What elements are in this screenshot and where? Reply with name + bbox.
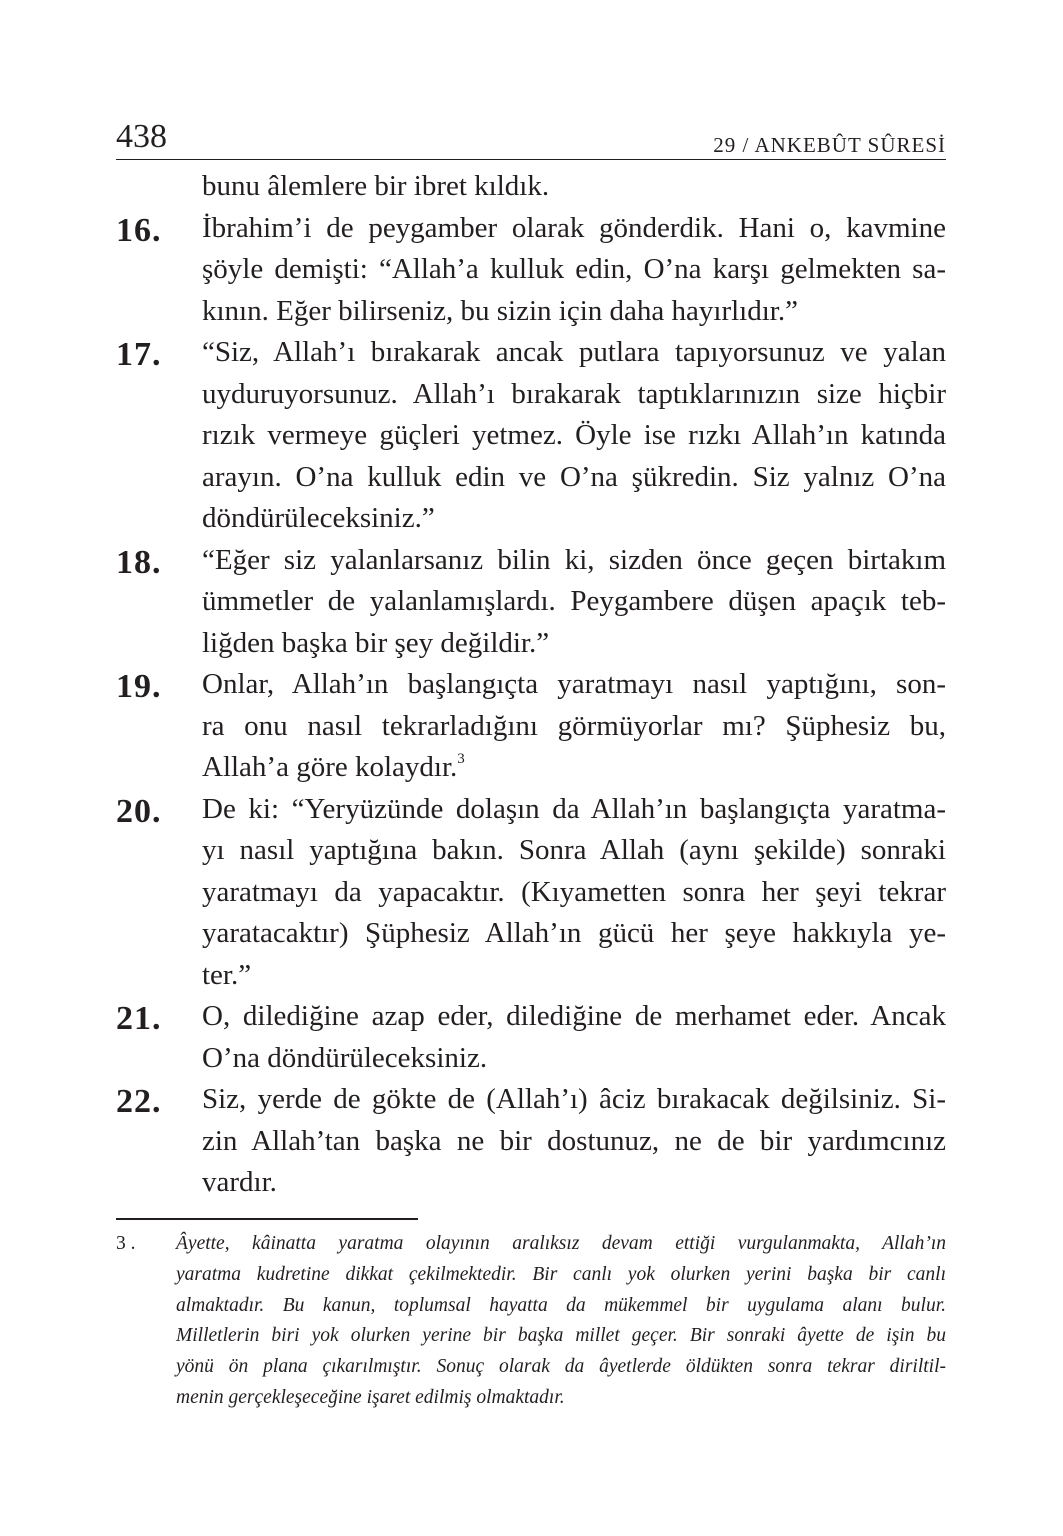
footnote-text: almaktadır. Bu kanun, toplumsal hayatta da mükemmel bir uygulama alanı bulur. bbox=[176, 1294, 946, 1316]
verse-text-content: De ki: “Yeryüzünde dolaşın da Allah’ın başlangıçta yaratma- bbox=[202, 792, 946, 825]
verse-text-content: O, dilediğine azap eder, dilediğine de merhamet eder. Ancak bbox=[202, 1000, 946, 1032]
verse-number: 19. bbox=[116, 668, 162, 705]
verse-list bbox=[116, 166, 946, 1204]
verse-text bbox=[202, 1038, 946, 1080]
verse-text-content: “Siz, Allah’ı bırakarak ancak putlara tapıyorsunuz ve yalan bbox=[202, 336, 946, 368]
footnote-text: Milletlerin biri yok olurken yerine bir başka millet geçer. Bir sonraki âyette de işin bu bbox=[176, 1325, 946, 1347]
verse-line bbox=[116, 955, 946, 997]
verse-number: 22. bbox=[116, 1083, 162, 1120]
verse-text bbox=[202, 457, 946, 499]
verse-text bbox=[202, 747, 946, 789]
verse-number: 18. bbox=[116, 543, 162, 581]
verse-text-content: Allah’a göre kolaydır. bbox=[202, 751, 458, 783]
verse-text bbox=[202, 789, 946, 831]
verse-text bbox=[202, 540, 946, 582]
page-number: 438 bbox=[116, 118, 167, 155]
verse-line bbox=[116, 415, 946, 457]
verse-line bbox=[116, 789, 946, 831]
verse-line bbox=[116, 664, 946, 706]
verse-line bbox=[116, 996, 946, 1038]
footnote-text: yaratma kudretine dikkat çekilmektedir. Bir canlı yok olurken yerini başka bir canlı bbox=[176, 1263, 946, 1285]
footnote-line bbox=[116, 1260, 946, 1291]
footnote-list bbox=[116, 1229, 946, 1414]
footnote-line bbox=[116, 1383, 946, 1414]
verse-text-content: şöyle demişti: “Allah’a kulluk edin, O’na karşı gelmekten sa- bbox=[202, 253, 946, 285]
footnote-text: yönü ön plana çıkarılmıştır. Sonuç olarak da âyetlerde öldükten sonra tekrar diriltil- bbox=[176, 1356, 946, 1378]
verse-text-content: Siz, yerde de gökte de (Allah’ı) âciz bırakacak değilsiniz. Si- bbox=[202, 1083, 946, 1115]
verse-line bbox=[116, 166, 946, 208]
page-header bbox=[116, 116, 946, 158]
verse-text-content: yaratacaktır) Şüphesiz Allah’ın gücü her şeye hakkıyla ye- bbox=[202, 917, 946, 949]
verse-line bbox=[116, 623, 946, 665]
verse-text-content: arayın. O’na kulluk edin ve O’na şükredin. Siz yalnız O’na bbox=[202, 460, 946, 493]
verse-text bbox=[202, 623, 946, 665]
verse-text bbox=[202, 955, 946, 997]
verse-text bbox=[202, 830, 946, 872]
verse-line bbox=[116, 457, 946, 499]
verse-text bbox=[202, 166, 946, 208]
verse-line bbox=[116, 1038, 946, 1080]
verse-text-content: liğden başka bir şey değildir.” bbox=[202, 626, 550, 659]
verse-text bbox=[202, 581, 946, 623]
header-rule bbox=[116, 159, 946, 160]
verse-number: 21. bbox=[116, 1000, 162, 1037]
verse-text bbox=[202, 1121, 946, 1163]
verse-line bbox=[116, 581, 946, 623]
verse-text-content: uyduruyorsunuz. Allah’ı bırakarak taptıklarınızın size hiçbir bbox=[202, 377, 946, 410]
verse-text-content: zin Allah’tan başka ne bir dostunuz, ne de bir yardımcınız bbox=[202, 1124, 946, 1157]
verse-number: 20. bbox=[116, 792, 162, 830]
verse-line bbox=[116, 374, 946, 416]
verse-number: 16. bbox=[116, 211, 162, 249]
verse-text-content: vardır. bbox=[202, 1166, 277, 1198]
footnote-text: menin gerçekleşeceğine işaret edilmiş olmaktadır. bbox=[176, 1386, 565, 1408]
footnote-text: Âyette, kâinatta yaratma olayının aralıksız devam ettiği vurgulanmakta, Allah’ın bbox=[176, 1233, 946, 1254]
verse-text bbox=[202, 913, 946, 955]
verse-text bbox=[202, 332, 946, 374]
footnote-reference[interactable]: 3 bbox=[457, 751, 465, 767]
verse-text-content: ra onu nasıl tekrarladığını görmüyorlar mı? Şüphesiz bu, bbox=[202, 709, 946, 742]
verse-line bbox=[116, 913, 946, 955]
verse-text bbox=[202, 374, 946, 416]
verse-text-content: ümmetler de yalanlamışlardı. Peygambere düşen apaçık teb- bbox=[202, 585, 946, 617]
verse-line bbox=[116, 1079, 946, 1121]
verse-text-content: döndürüleceksiniz.” bbox=[202, 502, 435, 534]
verse-text-content: rızık vermeye güçleri yetmez. Öyle ise rızkı Allah’ın katında bbox=[202, 419, 946, 451]
footnote-line bbox=[116, 1321, 946, 1352]
verse-text-content: “Eğer siz yalanlarsanız bilin ki, sizden önce geçen birtakım bbox=[202, 543, 946, 576]
verse-line bbox=[116, 872, 946, 914]
verse-text-content: İbrahim’i de peygamber olarak gönderdik. Hani o, kavmine bbox=[202, 211, 946, 244]
verse-text bbox=[202, 498, 946, 540]
verse-text bbox=[202, 1079, 946, 1121]
verse-text bbox=[202, 706, 946, 748]
verse-text bbox=[202, 1162, 946, 1204]
verse-text-content: kının. Eğer bilirseniz, bu sizin için daha hayırlıdır.” bbox=[202, 294, 798, 327]
verse-line bbox=[116, 208, 946, 250]
verse-line bbox=[116, 291, 946, 333]
footnote-line bbox=[116, 1291, 946, 1322]
verse-line bbox=[116, 332, 946, 374]
footnote-line bbox=[116, 1352, 946, 1383]
verse-text-content: ter.” bbox=[202, 958, 252, 991]
verse-text-content: yaratmayı da yapacaktır. (Kıyametten sonra her şeyi tekrar bbox=[202, 875, 946, 908]
verse-line bbox=[116, 830, 946, 872]
verse-number: 17. bbox=[116, 336, 162, 373]
verse-text-content: Onlar, Allah’ın başlangıçta yaratmayı nasıl yaptığını, son- bbox=[202, 668, 946, 700]
verse-text bbox=[202, 208, 946, 250]
verse-line bbox=[116, 706, 946, 748]
verse-text-content: bunu âlemlere bir ibret kıldık. bbox=[202, 170, 550, 202]
verse-line bbox=[116, 540, 946, 582]
verse-text bbox=[202, 996, 946, 1038]
verse-text bbox=[202, 872, 946, 914]
verse-line bbox=[116, 1121, 946, 1163]
verse-text bbox=[202, 415, 946, 457]
verse-line bbox=[116, 747, 946, 789]
verse-text bbox=[202, 291, 946, 333]
verse-text-content: yı nasıl yaptığına bakın. Sonra Allah (aynı şekilde) sonraki bbox=[202, 834, 946, 866]
verse-line bbox=[116, 249, 946, 291]
footnote-line bbox=[116, 1229, 946, 1260]
running-title: 29 / ANKEBÛT SÛRESİ bbox=[713, 133, 946, 157]
verse-text bbox=[202, 249, 946, 291]
footnote-rule bbox=[116, 1218, 418, 1220]
footnote-marker: 3 . bbox=[116, 1233, 136, 1254]
verse-line bbox=[116, 498, 946, 540]
verse-text bbox=[202, 664, 946, 706]
verse-text-content: O’na döndürüleceksiniz. bbox=[202, 1041, 488, 1074]
verse-line bbox=[116, 1162, 946, 1204]
